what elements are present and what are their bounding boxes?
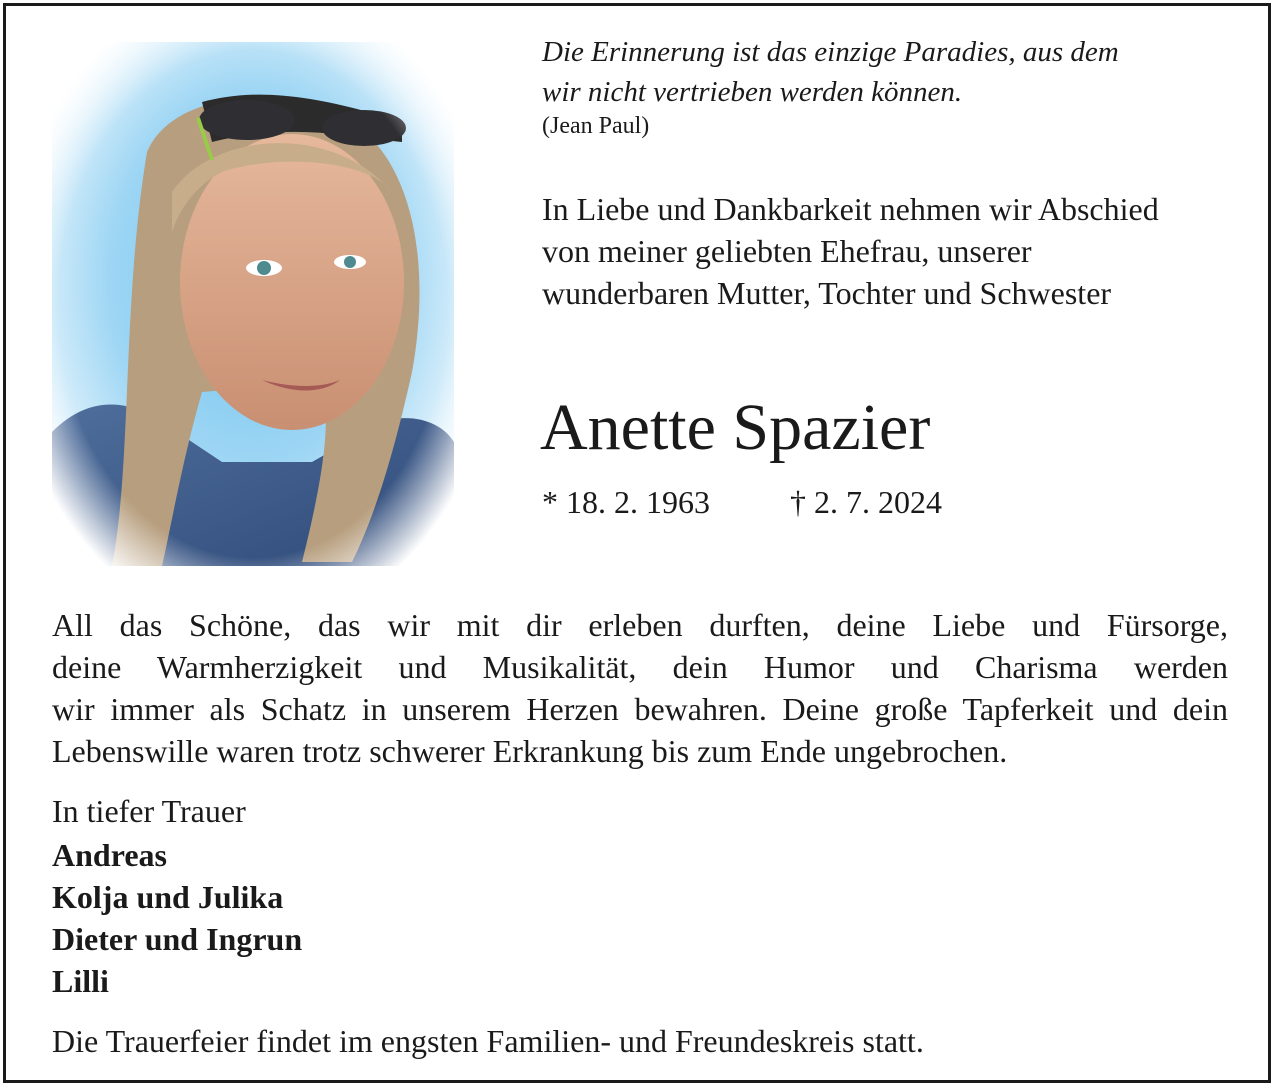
quote-attribution: (Jean Paul) bbox=[542, 113, 650, 139]
mourner-name: Andreas bbox=[52, 837, 167, 873]
intro-line: wunderbaren Mutter, Tochter und Schwester bbox=[542, 275, 1112, 311]
quote-line: wir nicht vertrieben werden können. bbox=[542, 76, 963, 108]
epigraph-quote bbox=[542, 32, 1242, 112]
tribute-line: deine Warmherzigkeit und Musikalität, dein Humor und Charisma werden bbox=[52, 649, 1228, 685]
deceased-name: Anette Spazier bbox=[540, 391, 931, 464]
funeral-note: Die Trauerfeier findet im engsten Familien- und Freundeskreis statt. bbox=[52, 1023, 924, 1059]
death-date: † 2. 7. 2024 bbox=[790, 484, 942, 520]
life-dates bbox=[542, 482, 942, 522]
tribute-text bbox=[52, 604, 1228, 772]
mourner-name: Dieter und Ingrun bbox=[52, 921, 303, 957]
mourner-name: Lilli bbox=[52, 963, 109, 999]
intro-line: In Liebe und Dankbarkeit nehmen wir Abschied bbox=[542, 191, 1159, 227]
birth-date: * 18. 2. 1963 bbox=[542, 484, 710, 520]
tribute-line: wir immer als Schatz in unserem Herzen bewahren. Deine große Tapferkeit und dein bbox=[52, 691, 1228, 727]
tribute-line: All das Schöne, das wir mit dir erleben durften, deine Liebe und Fürsorge, bbox=[52, 607, 1228, 643]
mourner-name: Kolja und Julika bbox=[52, 879, 284, 915]
intro-line: von meiner geliebten Ehefrau, unserer bbox=[542, 233, 1032, 269]
mourning-intro: In tiefer Trauer bbox=[52, 793, 246, 829]
farewell-intro bbox=[542, 188, 1252, 314]
quote-line: Die Erinnerung ist das einzige Paradies, aus dem bbox=[542, 36, 1119, 68]
mourners-list bbox=[52, 834, 302, 1002]
portrait-photo bbox=[52, 42, 454, 566]
tribute-line: Lebenswille waren trotz schwerer Erkrankung bis zum Ende ungebrochen. bbox=[52, 733, 1008, 769]
